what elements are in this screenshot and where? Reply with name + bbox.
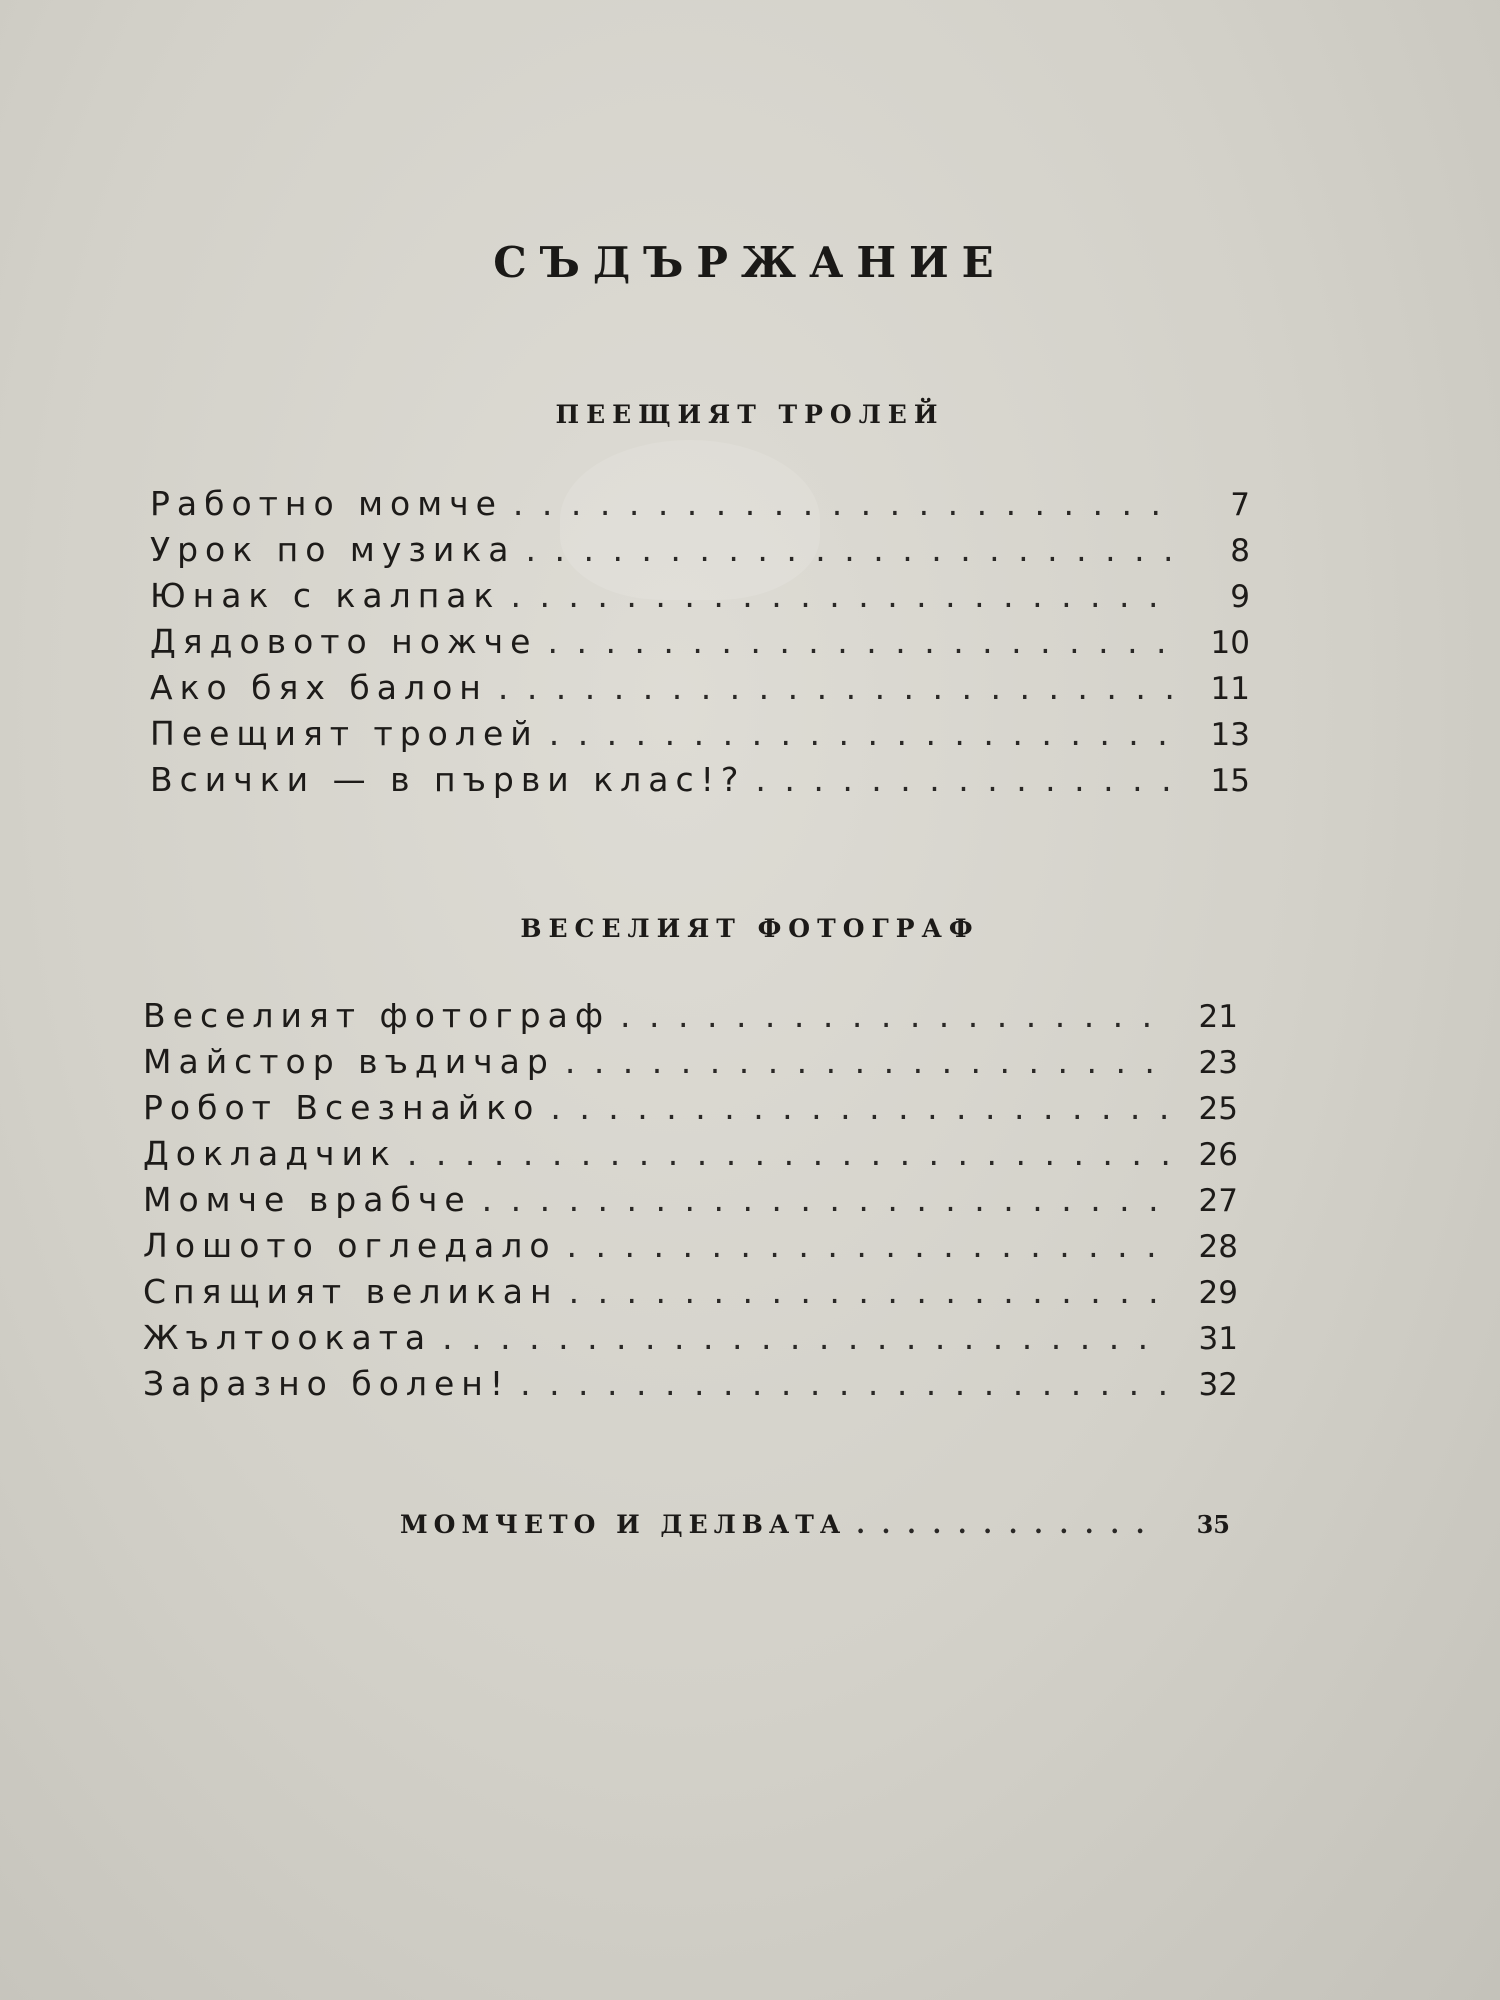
toc-entry-page: 23 — [1198, 1045, 1238, 1081]
toc-entry-title: Жълтооката — [143, 1318, 433, 1357]
toc-entry-page: 21 — [1198, 999, 1238, 1035]
toc-entry-title: Пеещият тролей — [150, 714, 539, 753]
toc-entry — [143, 996, 1238, 1042]
dot-leader — [442, 1318, 1168, 1357]
section-heading-2: ВЕСЕЛИЯТ ФОТОГРАФ — [520, 914, 980, 943]
toc-entry — [143, 1318, 1238, 1364]
toc-entry-page: 8 — [1230, 533, 1250, 569]
toc-entry — [143, 1364, 1238, 1410]
toc-entry — [150, 668, 1250, 714]
toc-entry-page: 11 — [1210, 671, 1250, 707]
toc-entry — [143, 1088, 1238, 1134]
toc-final-entry — [400, 1510, 1230, 1539]
toc-final-entry-page: 35 — [1196, 1510, 1230, 1539]
toc-entry — [150, 530, 1250, 576]
toc-entry-title: Заразно болен! — [143, 1364, 511, 1403]
dot-leader — [550, 1088, 1168, 1127]
dot-leader — [565, 1042, 1168, 1081]
dot-leader — [547, 622, 1180, 661]
toc-entry-page: 13 — [1210, 717, 1250, 753]
toc-entry — [150, 622, 1250, 668]
toc-entry-title: Юнак с калпак — [150, 576, 501, 615]
dot-leader — [510, 576, 1180, 615]
page-title: СЪДЪРЖАНИЕ — [493, 238, 1007, 287]
dot-leader — [513, 484, 1180, 523]
dot-leader — [407, 1134, 1168, 1173]
toc-entry — [150, 484, 1250, 530]
dot-leader — [569, 1272, 1168, 1311]
dot-leader — [526, 530, 1181, 569]
toc-entry-title: Работно момче — [150, 484, 503, 523]
section-heading-1: ПЕЕЩИЯТ ТРОЛЕЙ — [555, 400, 945, 429]
toc-entry-page: 9 — [1230, 579, 1250, 615]
dot-leader — [520, 1364, 1168, 1403]
toc-entry-title: Майстор въдичар — [143, 1042, 555, 1081]
toc-entry — [143, 1226, 1238, 1272]
toc-entry-page: 7 — [1230, 487, 1250, 523]
toc-entry — [143, 1134, 1238, 1180]
toc-entry-page: 15 — [1210, 763, 1250, 799]
toc-entry-page: 26 — [1198, 1137, 1238, 1173]
toc-entry-title: Урок по музика — [150, 530, 516, 569]
toc-entry-title: Веселият фотограф — [143, 996, 611, 1035]
toc-entry-page: 32 — [1198, 1367, 1238, 1403]
toc-entry — [150, 576, 1250, 622]
toc-entry — [150, 760, 1250, 806]
toc-entry-title: Момче врабче — [143, 1180, 472, 1219]
toc-entry — [143, 1042, 1238, 1088]
toc-entry-title: Робот Всезнайко — [143, 1088, 541, 1127]
toc-final-entry-title: МОМЧЕТО И ДЕЛВАТА — [400, 1510, 847, 1539]
dot-leader — [755, 760, 1180, 799]
toc-list-section-1 — [150, 484, 1250, 806]
toc-list-section-2 — [143, 996, 1238, 1410]
toc-entry-page: 25 — [1198, 1091, 1238, 1127]
dot-leader — [482, 1180, 1168, 1219]
dot-leader — [498, 668, 1180, 707]
toc-entry — [150, 714, 1250, 760]
toc-entry-title: Спящият великан — [143, 1272, 559, 1311]
dot-leader — [856, 1510, 1160, 1539]
toc-entry-title: Ако бях балон — [150, 668, 488, 707]
dot-leader — [620, 996, 1168, 1035]
toc-entry-page: 31 — [1198, 1321, 1238, 1357]
toc-entry-page: 28 — [1198, 1229, 1238, 1265]
dot-leader — [549, 714, 1180, 753]
toc-entry-page: 10 — [1210, 625, 1250, 661]
toc-entry-page: 29 — [1198, 1275, 1238, 1311]
toc-entry-title: Лошото огледало — [143, 1226, 557, 1265]
toc-entry-title: Всички — в първи клас!? — [150, 760, 746, 799]
toc-entry-title: Докладчик — [143, 1134, 397, 1173]
toc-entry — [143, 1272, 1238, 1318]
dot-leader — [567, 1226, 1168, 1265]
toc-entry-page: 27 — [1198, 1183, 1238, 1219]
toc-entry — [143, 1180, 1238, 1226]
toc-entry-title: Дядовото ножче — [150, 622, 538, 661]
